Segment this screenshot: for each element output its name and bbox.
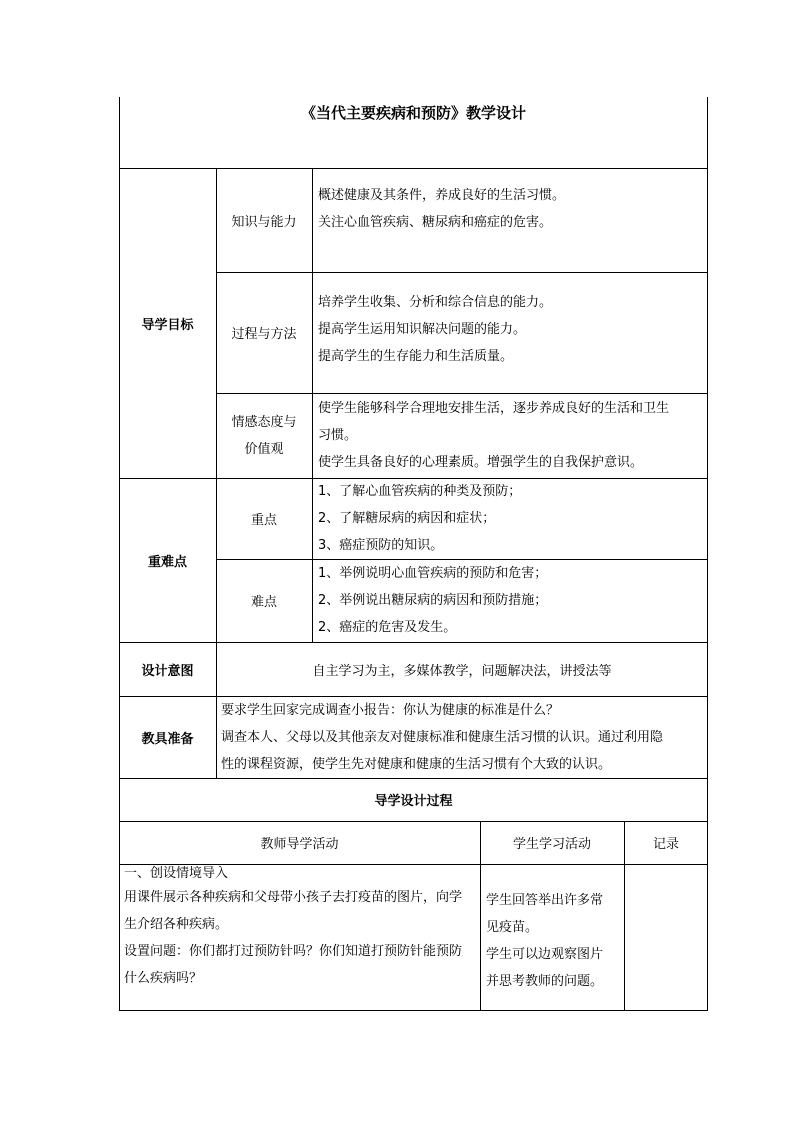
student-line: 学生可以边观察图片	[486, 947, 604, 962]
objective-content	[318, 288, 706, 370]
objective-content	[318, 175, 706, 243]
objective-content	[318, 393, 706, 478]
keypoint-line: 2、了解糖尿病的病因和症状；	[318, 511, 496, 526]
rule	[707, 97, 708, 1011]
objective-line: 概述健康及其条件，养成良好的生活习惯。	[318, 188, 566, 203]
objective-line: 提高学生运用知识解决问题的能力。	[318, 321, 527, 337]
teacher-line: 一、创设情境导入	[124, 866, 229, 881]
header-record: 记录	[652, 837, 679, 852]
keypoint-name: 重点	[250, 513, 277, 528]
rule	[312, 168, 313, 642]
keypoint-line: 2、癌症的危害及发生。	[318, 620, 457, 635]
rule	[216, 696, 217, 778]
header-student: 学生学习活动	[512, 837, 591, 852]
keypoint-name: 难点	[250, 595, 277, 610]
objective-name-line: 情感态度与	[231, 414, 297, 430]
objective-name: 过程与方法	[231, 327, 297, 342]
student-line: 并思考教师的问题。	[486, 974, 604, 989]
prep-line: 性的课程资源，使学生先对健康和健康的生活习惯有个大致的认识。	[221, 756, 612, 772]
student-line: 学生回答举出许多常	[486, 893, 604, 908]
objectives-label: 导学目标	[141, 317, 194, 333]
keypoint-line: 1、了解心血管疾病的种类及预防；	[318, 484, 522, 499]
prep-line: 要求学生回家完成调查小报告：你认为健康的标准是什么？	[221, 702, 560, 718]
keypoint-content	[318, 559, 706, 642]
keypoint-content	[318, 478, 706, 559]
prep-content	[221, 696, 707, 778]
objective-line: 关注心血管疾病、糖尿病和癌症的危害。	[318, 215, 553, 230]
intent-text: 自主学习为主，多媒体教学，问题解决法，讲授法等	[312, 663, 612, 679]
teacher-line: 设置问题：你们都打过预防针吗？你们知道打预防针能预防	[124, 944, 463, 959]
objective-line: 提高学生的生存能力和生活质量。	[318, 348, 514, 364]
page-title: 《当代主要疾病和预防》教学设计	[300, 103, 526, 122]
objective-name: 知识与能力	[231, 214, 297, 230]
objective-name-line: 价值观	[244, 441, 284, 457]
keypoints-label: 重难点	[147, 554, 187, 570]
objective-name	[216, 393, 312, 478]
rule	[119, 1010, 708, 1011]
teacher-line: 什么疾病吗？	[124, 971, 203, 986]
teacher-activity	[124, 864, 480, 1010]
keypoint-line: 3、癌症预防的知识。	[318, 538, 444, 553]
intent-label: 设计意图	[141, 663, 194, 679]
prep-line: 调查本人、父母以及其他亲友对健康标准和健康生活习惯的认识。通过利用隐	[221, 729, 664, 745]
student-activity	[486, 887, 624, 997]
header-teacher: 教师导学活动	[260, 837, 339, 852]
objective-line: 使学生具备良好的心理素质。增强学生的自我保护意识。	[318, 455, 644, 470]
student-line: 见疫苗。	[486, 920, 539, 935]
prep-label: 教具准备	[141, 731, 194, 747]
process-label: 导学设计过程	[374, 794, 453, 809]
objective-line: 使学生能够科学合理地安排生活，逐步养成良好的生活和卫生	[318, 401, 670, 416]
objective-line: 培养学生收集、分析和综合信息的能力。	[318, 294, 553, 310]
teacher-line: 生介绍各种疾病。	[124, 917, 229, 932]
keypoint-line: 2、举例说出糖尿病的病因和预防措施；	[318, 593, 548, 608]
teacher-line: 用课件展示各种疾病和父母带小孩子去打疫苗的图片，向学	[124, 890, 463, 905]
objective-line: 习惯。	[318, 428, 358, 443]
keypoint-line: 1、举例说明心血管疾病的预防和危害；	[318, 566, 548, 581]
